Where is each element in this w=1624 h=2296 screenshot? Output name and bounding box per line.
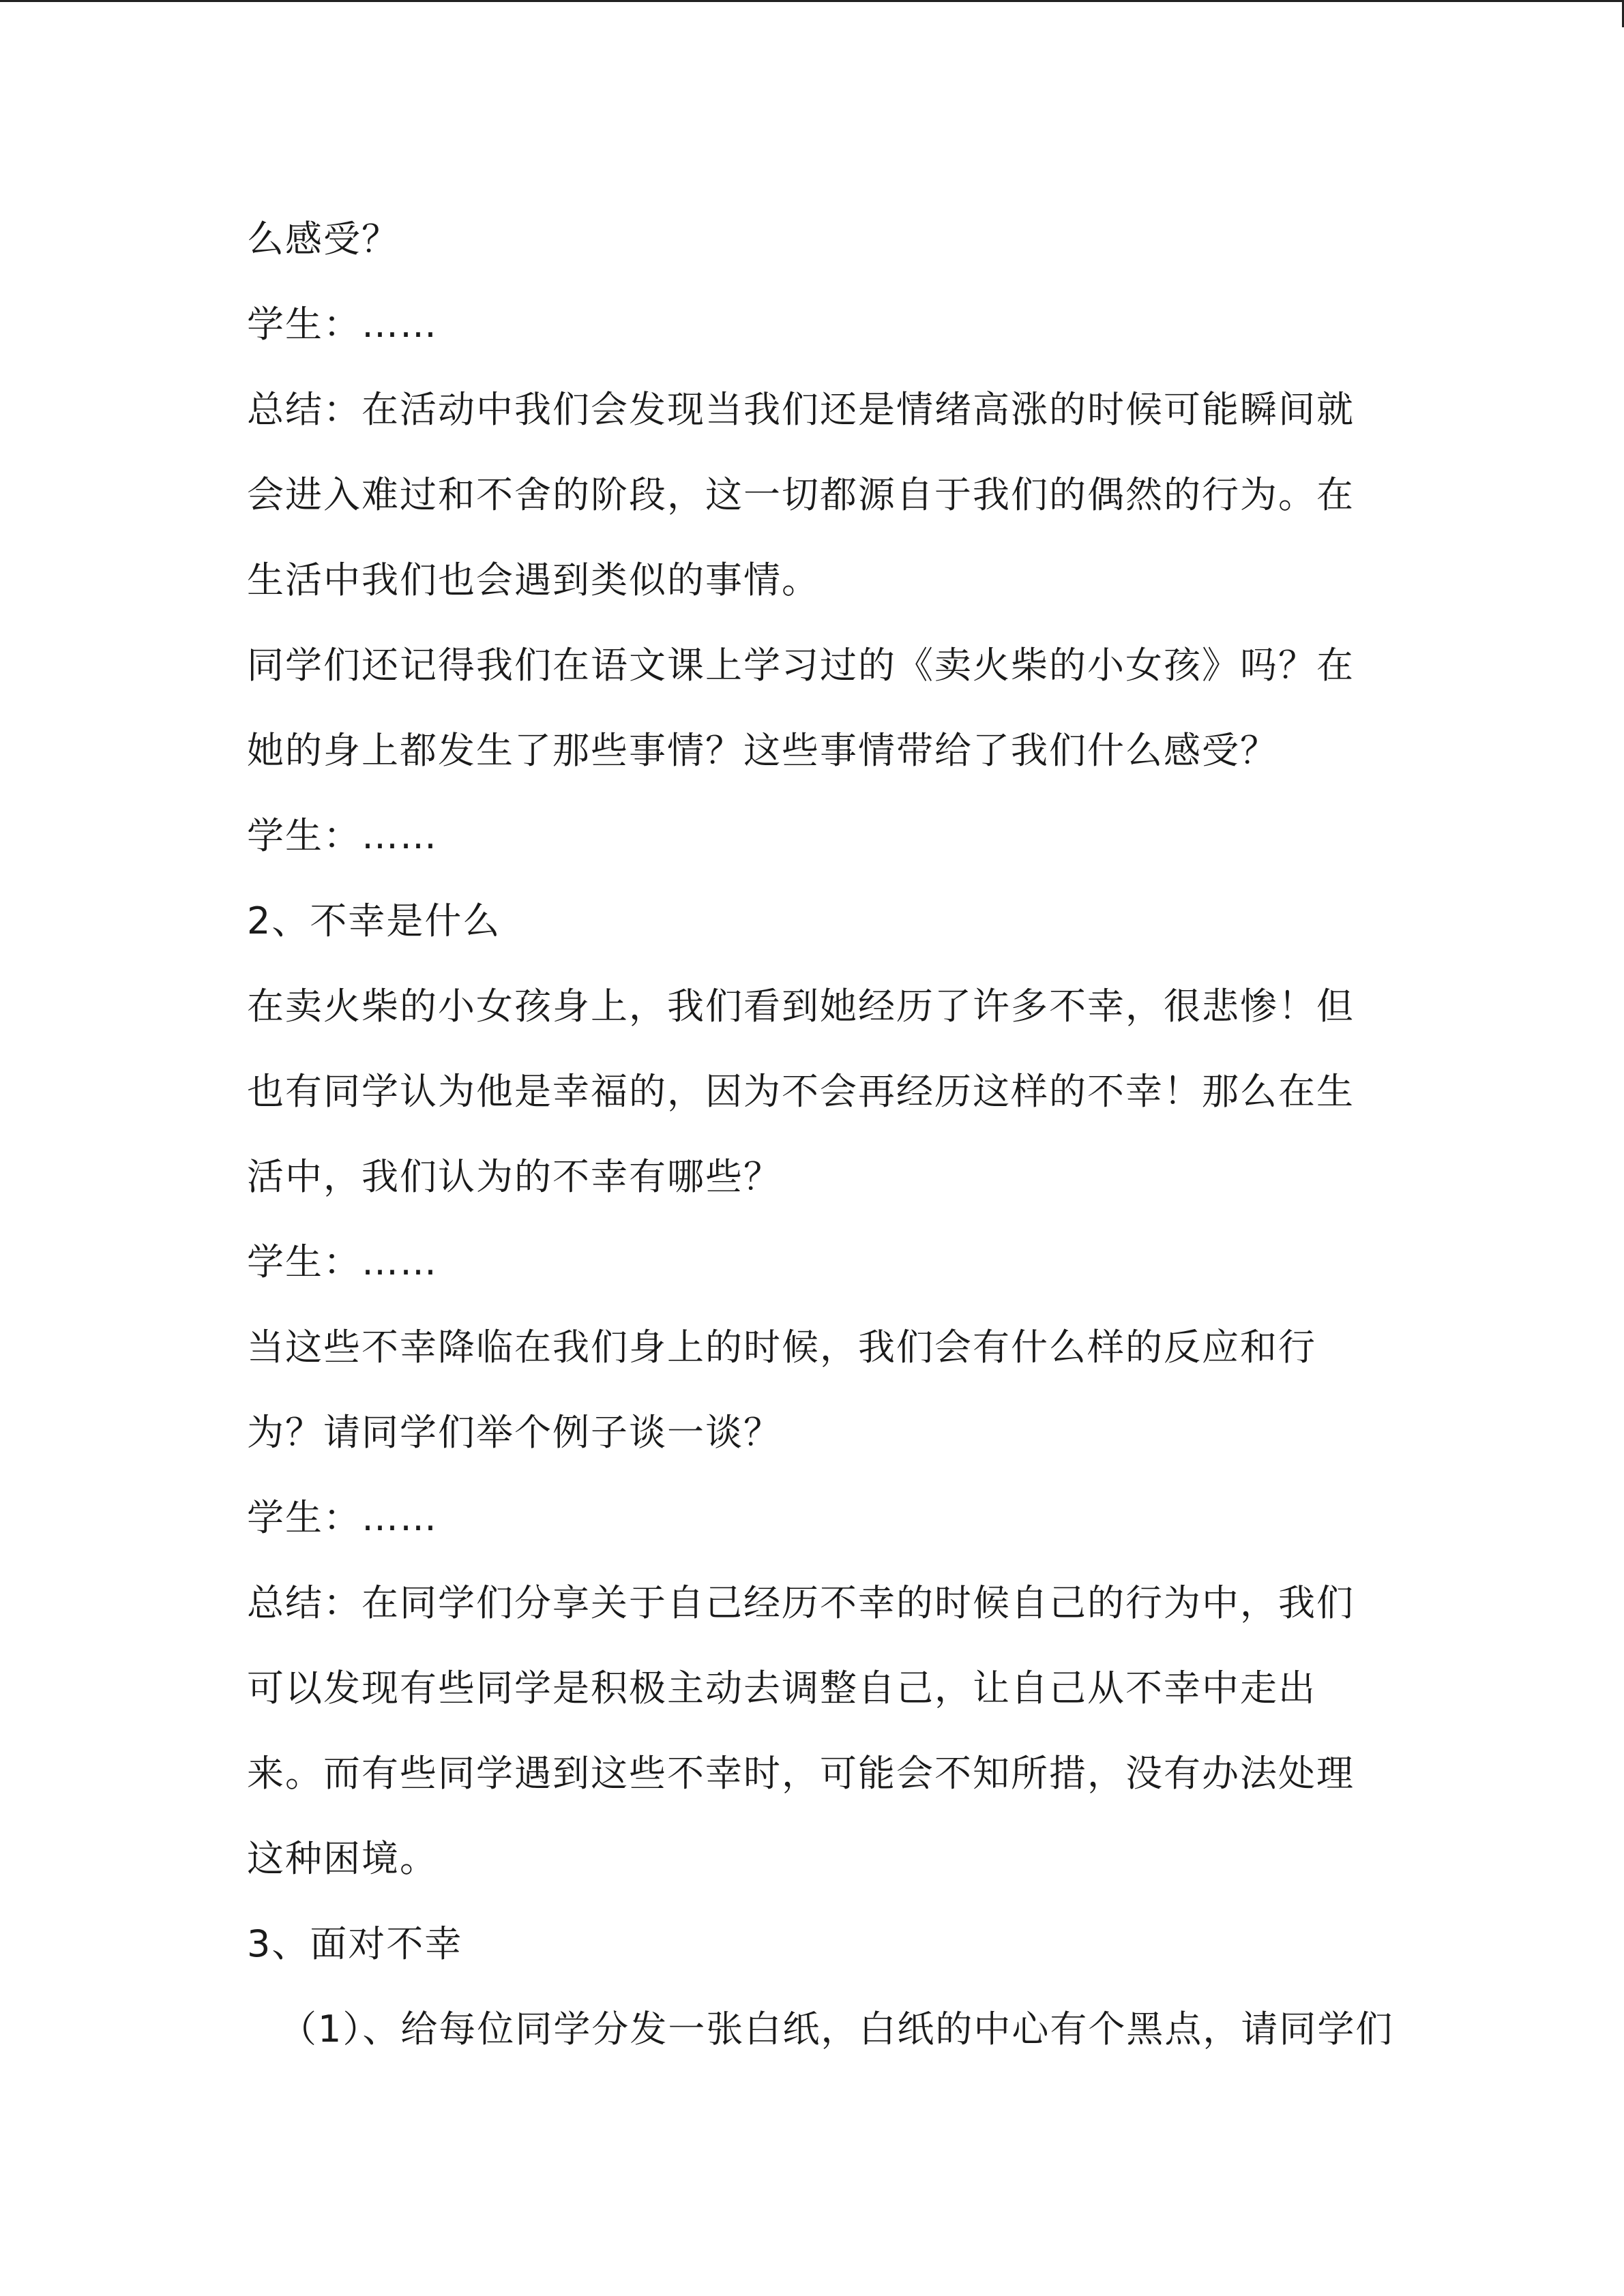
paragraph-line: （1）、给每位同学分发一张白纸，白纸的中心有个黑点，请同学们 <box>280 2008 1394 2051</box>
paragraph-line: 可以发现有些同学是积极主动去调整自己，让自己从不幸中走出 <box>247 1667 1316 1710</box>
paragraph-line: 活中，我们认为的不幸有哪些？ <box>247 1155 782 1198</box>
paragraph-line: 学生：…… <box>247 1496 438 1539</box>
paragraph-line: 会进入难过和不舍的阶段，这一切都源自于我们的偶然的行为。在 <box>247 473 1355 516</box>
paragraph-line: 也有同学认为他是幸福的，因为不会再经历这样的不幸！那么在生 <box>247 1070 1355 1113</box>
paragraph-line: 学生：…… <box>247 1240 438 1283</box>
paragraph-line: 她的身上都发生了那些事情？这些事情带给了我们什么感受？ <box>247 729 1278 772</box>
paragraph-line: 为？请同学们举个例子谈一谈？ <box>247 1411 782 1454</box>
paragraph-line: 生活中我们也会遇到类似的事情。 <box>247 558 820 601</box>
paragraph-line: 来。而有些同学遇到这些不幸时，可能会不知所措，没有办法处理 <box>247 1752 1355 1795</box>
paragraph-line: 在卖火柴的小女孩身上，我们看到她经历了许多不幸，很悲惨！但 <box>247 985 1355 1028</box>
paragraph-line: 总结：在活动中我们会发现当我们还是情绪高涨的时候可能瞬间就 <box>247 388 1355 431</box>
paragraph-line: 学生：…… <box>247 303 438 346</box>
section-heading: 3、面对不幸 <box>247 1922 463 1965</box>
paragraph-line: 学生：…… <box>247 814 438 857</box>
paragraph-line: 同学们还记得我们在语文课上学习过的《卖火柴的小女孩》吗？在 <box>247 644 1355 687</box>
paragraph-line: 总结：在同学们分享关于自己经历不幸的时候自己的行为中，我们 <box>247 1581 1355 1624</box>
section-heading: 2、不幸是什么 <box>247 899 501 942</box>
paragraph-line: 这种困境。 <box>247 1837 438 1880</box>
paragraph-line: 当这些不幸降临在我们身上的时候，我们会有什么样的反应和行 <box>247 1326 1316 1369</box>
paragraph-line: 么感受？ <box>247 218 400 260</box>
